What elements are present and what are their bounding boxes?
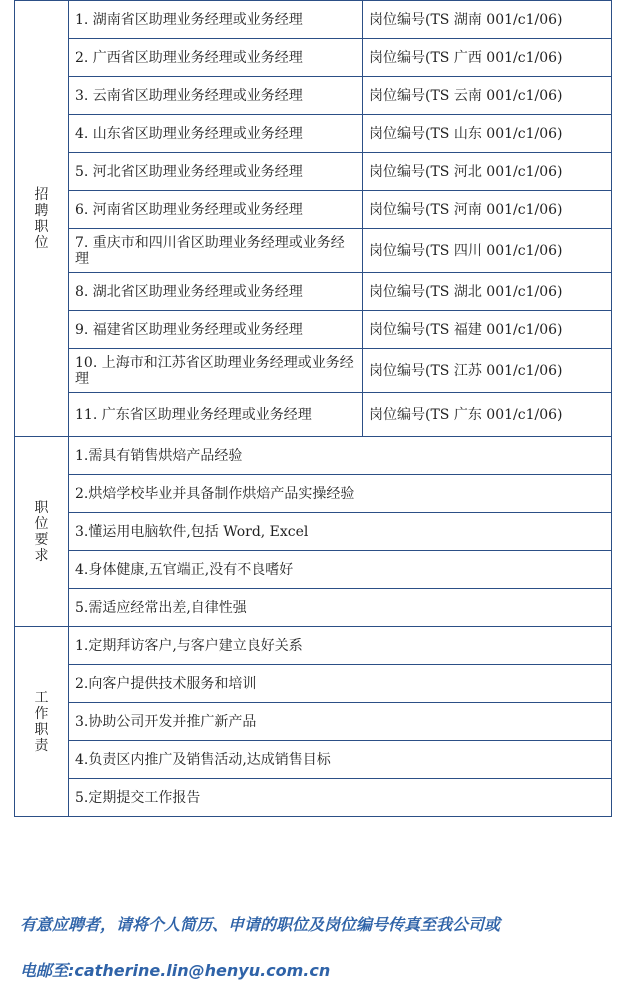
position-name: 7. 重庆市和四川省区助理业务经理或业务经理 [69, 229, 363, 273]
contact-email[interactable]: 电邮至:catherine.lin@henyu.com.cn [20, 961, 331, 980]
requirement-item: 4.身体健康,五官端正,没有不良嗜好 [69, 551, 612, 589]
position-row [15, 77, 612, 115]
position-name: 9. 福建省区助理业务经理或业务经理 [69, 311, 363, 349]
position-code: 岗位编号(TS 河北 001/c1/06) [363, 153, 612, 191]
section-label-requirements: 职位要求 [15, 437, 69, 627]
position-code: 岗位编号(TS 福建 001/c1/06) [363, 311, 612, 349]
requirement-item: 1.需具有销售烘焙产品经验 [69, 437, 612, 475]
position-name: 5. 河北省区助理业务经理或业务经理 [69, 153, 363, 191]
position-code: 岗位编号(TS 山东 001/c1/06) [363, 115, 612, 153]
position-name: 3. 云南省区助理业务经理或业务经理 [69, 77, 363, 115]
position-name: 4. 山东省区助理业务经理或业务经理 [69, 115, 363, 153]
duty-item: 5.定期提交工作报告 [69, 779, 612, 817]
duty-row [15, 703, 612, 741]
position-code: 岗位编号(TS 湖南 001/c1/06) [363, 1, 612, 39]
position-row [15, 115, 612, 153]
duty-row [15, 741, 612, 779]
requirement-row [15, 475, 612, 513]
requirement-item: 2.烘焙学校毕业并具备制作烘焙产品实操经验 [69, 475, 612, 513]
position-code: 岗位编号(TS 河南 001/c1/06) [363, 191, 612, 229]
position-code: 岗位编号(TS 四川 001/c1/06) [363, 229, 612, 273]
position-code: 岗位编号(TS 广东 001/c1/06) [363, 393, 612, 437]
position-code: 岗位编号(TS 江苏 001/c1/06) [363, 349, 612, 393]
position-code: 岗位编号(TS 广西 001/c1/06) [363, 39, 612, 77]
requirement-item: 3.懂运用电脑软件,包括 Word, Excel [69, 513, 612, 551]
duty-row [15, 627, 612, 665]
application-instructions: 有意应聘者，请将个人简历、申请的职位及岗位编号传真至我公司或 [20, 915, 501, 934]
recruitment-table-wrap [14, 0, 612, 817]
position-code: 岗位编号(TS 湖北 001/c1/06) [363, 273, 612, 311]
duty-row [15, 665, 612, 703]
position-name: 6. 河南省区助理业务经理或业务经理 [69, 191, 363, 229]
position-row [15, 191, 612, 229]
position-name: 1. 湖南省区助理业务经理或业务经理 [69, 1, 363, 39]
position-name: 10. 上海市和江苏省区助理业务经理或业务经理 [69, 349, 363, 393]
position-name: 2. 广西省区助理业务经理或业务经理 [69, 39, 363, 77]
position-row [15, 229, 612, 273]
position-row [15, 393, 612, 437]
section-label-duties: 工作职责 [15, 627, 69, 817]
duty-row [15, 779, 612, 817]
duty-item: 3.协助公司开发并推广新产品 [69, 703, 612, 741]
position-name: 8. 湖北省区助理业务经理或业务经理 [69, 273, 363, 311]
requirement-row [15, 437, 612, 475]
requirement-row [15, 589, 612, 627]
requirement-row [15, 513, 612, 551]
position-row [15, 1, 612, 39]
recruitment-table [14, 0, 612, 817]
section-label-positions: 招聘职位 [15, 1, 69, 437]
requirement-row [15, 551, 612, 589]
duty-item: 2.向客户提供技术服务和培训 [69, 665, 612, 703]
position-row [15, 153, 612, 191]
duty-item: 1.定期拜访客户,与客户建立良好关系 [69, 627, 612, 665]
position-row [15, 311, 612, 349]
position-row [15, 273, 612, 311]
requirement-item: 5.需适应经常出差,自律性强 [69, 589, 612, 627]
duty-item: 4.负责区内推广及销售活动,达成销售目标 [69, 741, 612, 779]
position-name: 11. 广东省区助理业务经理或业务经理 [69, 393, 363, 437]
position-row [15, 349, 612, 393]
position-code: 岗位编号(TS 云南 001/c1/06) [363, 77, 612, 115]
position-row [15, 39, 612, 77]
